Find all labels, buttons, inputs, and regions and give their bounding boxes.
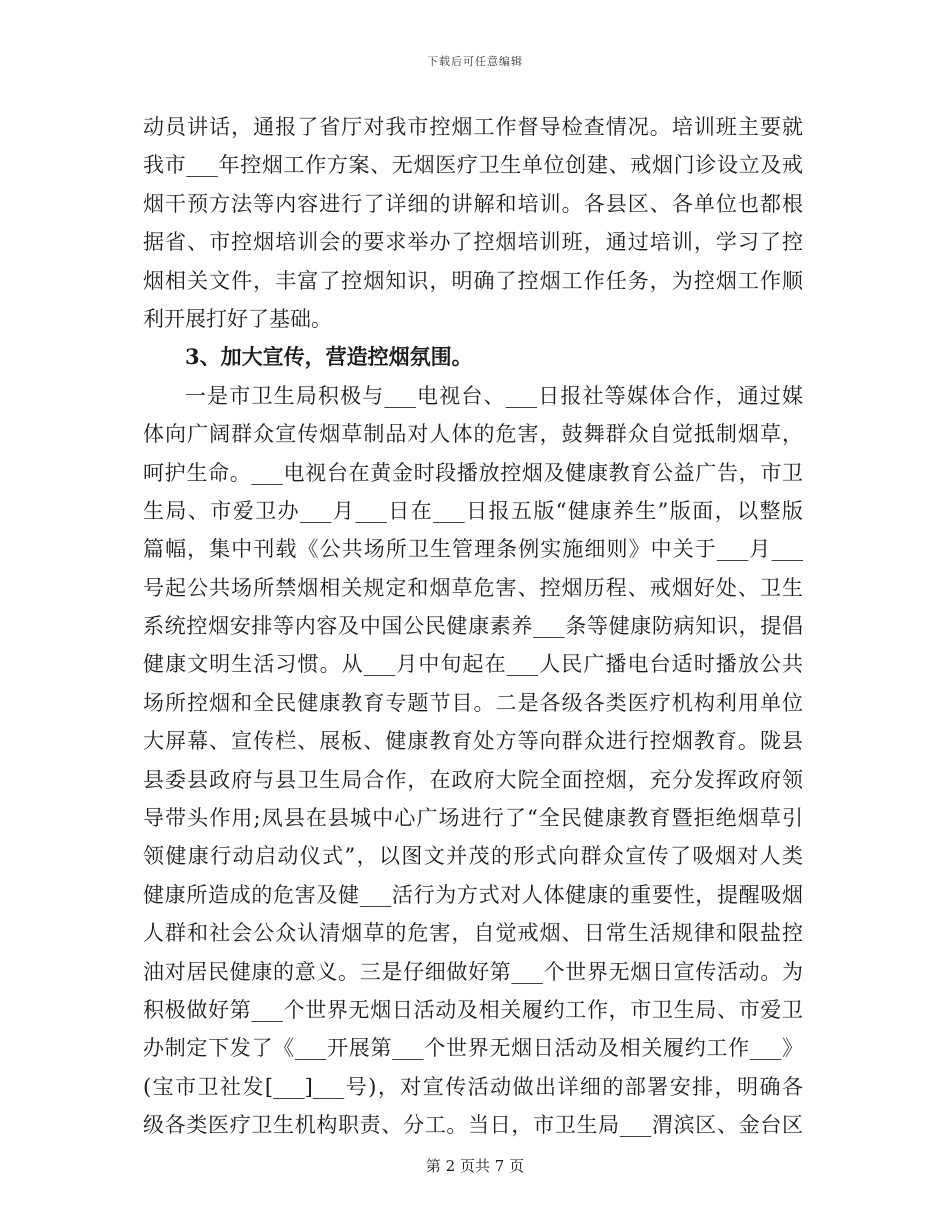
body-line: 动员讲话，通报了省厅对我市控烟工作督导检查情况。培训班主要就	[143, 115, 803, 139]
body-line: 领健康行动启动仪式”，以图文并茂的形式向群众宣传了吸烟对人类	[143, 844, 803, 869]
document-body	[143, 108, 803, 1145]
body-line: 烟干预方法等内容进行了详细的讲解和培训。各县区、各单位也都根	[143, 191, 803, 216]
body-line: 健康文明生活习惯。从___月中旬起在___人民广播电台适时播放公共	[143, 652, 803, 677]
page-number: 第 2 页共 7 页	[425, 1157, 525, 1175]
body-line: 油对居民健康的意义。三是仔细做好第___个世界无烟日宣传活动。为	[143, 959, 803, 984]
body-line: 系统控烟安排等内容及中国公民健康素养___条等健康防病知识，提倡	[143, 614, 803, 639]
body-line: 体向广阔群众宣传烟草制品对人体的危害，鼓舞群众自觉抵制烟草，	[143, 422, 803, 447]
body-line: 我市___年控烟工作方案、无烟医疗卫生单位创建、戒烟门诊设立及戒	[143, 153, 803, 178]
body-line: 办制定下发了《___开展第___个世界无烟日活动及相关履约工作___》	[143, 1036, 803, 1061]
section-heading: 3、加大宣传，营造控烟氛围。	[185, 344, 473, 370]
body-line: 大屏幕、宣传栏、展板、健康教育处方等向群众进行控烟教育。陇县	[143, 729, 803, 754]
body-line: 据省、市控烟培训会的要求举办了控烟培训班，通过培训，学习了控	[143, 230, 803, 255]
body-line: 利开展打好了基础。	[143, 306, 332, 331]
page-header: 下载后可任意编辑	[427, 55, 523, 68]
body-line: 呵护生命。___电视台在黄金时段播放控烟及健康教育公益广告，市卫	[143, 460, 803, 485]
body-line: 健康所造成的危害及健___活行为方式对人体健康的重要性，提醒吸烟	[143, 882, 803, 907]
body-line: 导带头作用;凤县在县城中心广场进行了“全民健康教育暨拒绝烟草引	[143, 806, 803, 831]
body-line: 号起公共场所禁烟相关规定和烟草危害、控烟历程、戒烟好处、卫生	[143, 575, 803, 600]
body-line: 场所控烟和全民健康教育专题节目。二是各级各类医疗机构利用单位	[143, 690, 803, 715]
body-line: (宝市卫社发[___]___号)，对宣传活动做出详细的部署安排，明确各	[143, 1074, 803, 1099]
body-line: 一是市卫生局积极与___电视台、___日报社等媒体合作，通过媒	[185, 383, 803, 408]
body-line: 县委县政府与县卫生局合作，在政府大院全面控烟，充分发挥政府领	[143, 767, 803, 792]
body-line: 人群和社会公众认清烟草的危害，自觉戒烟、日常生活规律和限盐控	[143, 921, 803, 946]
body-line: 烟相关文件，丰富了控烟知识，明确了控烟工作任务，为控烟工作顺	[143, 268, 803, 293]
body-line: 级各类医疗卫生机构职责、分工。当日，市卫生局___渭滨区、金台区	[143, 1113, 803, 1138]
body-line: 篇幅，集中刊载《公共场所卫生管理条例实施细则》中关于___月___	[143, 537, 803, 562]
body-line: 生局、市爱卫办___月___日在___日报五版“健康养生”版面，以整版	[143, 498, 803, 523]
body-line: 积极做好第___个世界无烟日活动及相关履约工作，市卫生局、市爱卫	[143, 997, 803, 1022]
